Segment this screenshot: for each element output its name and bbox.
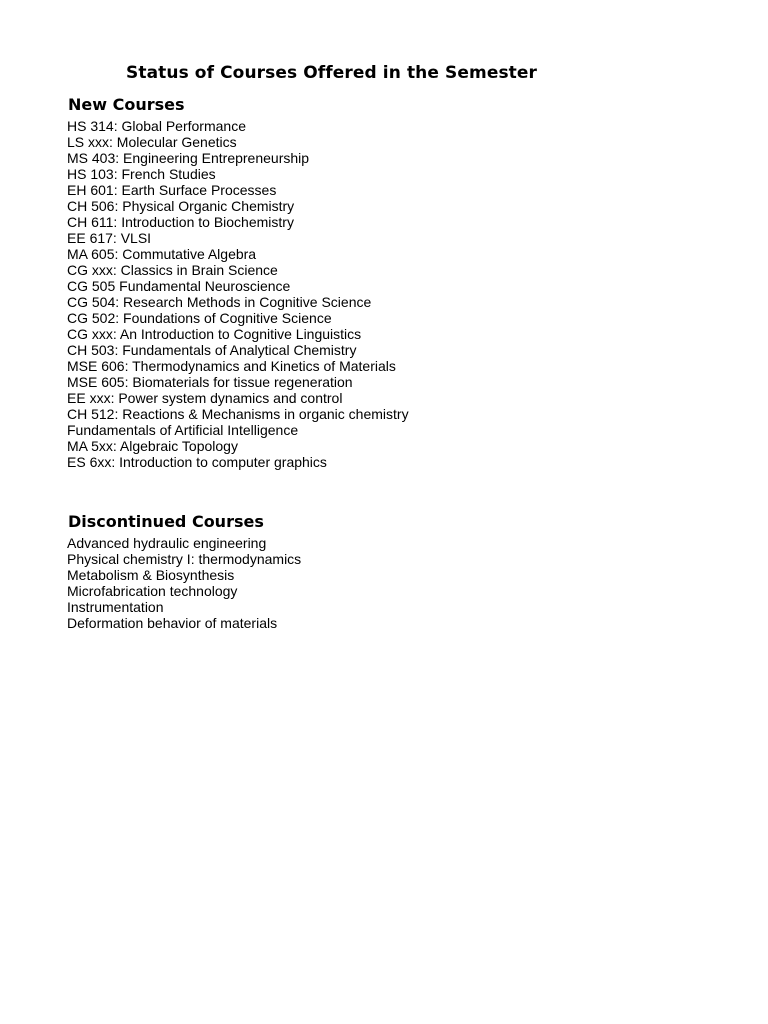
new-course-item: EE xxx: Power system dynamics and control: [67, 390, 343, 406]
new-course-item: MA 605: Commutative Algebra: [67, 246, 257, 262]
discontinued-course-item: Microfabrication technology: [67, 583, 238, 599]
page-title: Status of Courses Offered in the Semester: [126, 63, 538, 83]
new-course-item: HS 314: Global Performance: [67, 118, 246, 134]
new-course-item: CH 503: Fundamentals of Analytical Chemistry: [67, 342, 357, 358]
new-courses-heading: New Courses: [68, 95, 185, 114]
discontinued-course-item: Metabolism & Biosynthesis: [67, 567, 235, 583]
new-course-item: MSE 606: Thermodynamics and Kinetics of Materials: [67, 358, 396, 374]
new-course-item: CH 506: Physical Organic Chemistry: [67, 198, 295, 214]
discontinued-course-item: Instrumentation: [67, 599, 164, 615]
new-courses-list: [67, 118, 409, 470]
new-course-item: CH 611: Introduction to Biochemistry: [67, 214, 294, 230]
new-course-item: ES 6xx: Introduction to computer graphics: [67, 454, 327, 470]
new-course-item: CG 504: Research Methods in Cognitive Science: [67, 294, 372, 310]
discontinued-course-item: Deformation behavior of materials: [67, 615, 278, 631]
new-courses-section: [67, 92, 409, 470]
new-course-item: MS 403: Engineering Entrepreneurship: [67, 150, 310, 166]
discontinued-course-item: Physical chemistry I: thermodynamics: [67, 551, 302, 567]
new-course-item: MSE 605: Biomaterials for tissue regeneration: [67, 374, 353, 390]
new-course-item: EH 601: Earth Surface Processes: [67, 182, 277, 198]
discontinued-courses-list: [67, 535, 301, 631]
new-course-item: CH 512: Reactions & Mechanisms in organic chemistry: [67, 406, 409, 422]
discontinued-courses-section: [67, 509, 301, 631]
new-course-item: LS xxx: Molecular Genetics: [67, 134, 237, 150]
new-course-item: HS 103: French Studies: [67, 166, 216, 182]
new-course-item: CG 502: Foundations of Cognitive Science: [67, 310, 332, 326]
discontinued-courses-heading: Discontinued Courses: [68, 512, 264, 531]
new-course-item: CG 505 Fundamental Neuroscience: [67, 278, 291, 294]
new-course-item: EE 617: VLSI: [67, 230, 152, 246]
new-course-item: CG xxx: Classics in Brain Science: [67, 262, 278, 278]
new-course-item: CG xxx: An Introduction to Cognitive Linguistics: [67, 326, 362, 342]
discontinued-course-item: Advanced hydraulic engineering: [67, 535, 267, 551]
new-course-item: Fundamentals of Artificial Intelligence: [67, 422, 299, 438]
new-course-item: MA 5xx: Algebraic Topology: [67, 438, 238, 454]
